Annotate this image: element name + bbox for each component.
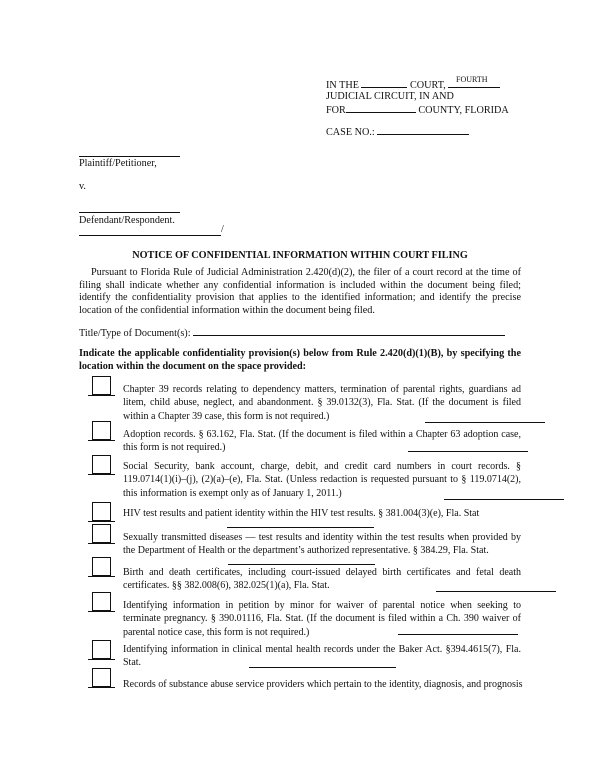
caption-slash: / bbox=[221, 224, 224, 235]
checkbox-chapter39[interactable] bbox=[88, 376, 116, 396]
checkbox-underline bbox=[88, 576, 115, 577]
checkbox-underline bbox=[88, 543, 115, 544]
checkbox-substance-abuse[interactable] bbox=[88, 668, 116, 688]
location-line-adoption[interactable] bbox=[408, 451, 528, 452]
checkbox-box[interactable] bbox=[92, 592, 111, 611]
location-line-birth-death[interactable] bbox=[436, 591, 556, 592]
versus-label: v. bbox=[79, 181, 86, 192]
location-line-std[interactable] bbox=[228, 564, 375, 565]
provision-parental-notice: Identifying information in petition by minor for waiver of parental notice when seeking to terminate pregnancy. § 390.01116, Fla. Stat. (If the document is filed within a Ch. 390 waiver of parental notice case, this form is not required.) bbox=[123, 600, 521, 638]
checkbox-birth-death[interactable] bbox=[88, 557, 116, 577]
plaintiff-line[interactable] bbox=[79, 156, 180, 157]
checkbox-box[interactable] bbox=[92, 668, 111, 687]
checkbox-box[interactable] bbox=[92, 421, 111, 440]
provision-std: Sexually transmitted diseases — test results and identity within the test results when provided by the Department of Health or the department’s authorized representative. § 384.29, Fla. Stat. bbox=[123, 532, 521, 557]
court-line-2: JUDICIAL CIRCUIT, IN AND bbox=[326, 91, 454, 102]
checkbox-underline bbox=[88, 395, 115, 396]
location-line-ssn[interactable] bbox=[444, 499, 564, 500]
defendant-line[interactable] bbox=[79, 212, 180, 213]
checkbox-box[interactable] bbox=[92, 557, 111, 576]
court-label: COURT, bbox=[410, 80, 446, 91]
location-line-baker-act[interactable] bbox=[249, 667, 396, 668]
defendant-label: Defendant/Respondent. bbox=[79, 215, 175, 226]
checkbox-box[interactable] bbox=[92, 376, 111, 395]
provision-ssn: Social Security, bank account, charge, debit, and credit card numbers in court records. § 119.0714(1)(i)–(j), (2)(a)–(e), Fla. Stat. (Unless redaction is requested pursuant to § 119.0714(2), this information is exempt only as of January 1, 2011.) bbox=[123, 461, 521, 499]
location-line-parental-notice[interactable] bbox=[398, 634, 518, 635]
case-no-blank[interactable] bbox=[377, 125, 469, 135]
court-name-blank[interactable] bbox=[361, 78, 407, 88]
checkbox-underline bbox=[88, 474, 115, 475]
checkbox-box[interactable] bbox=[92, 455, 111, 474]
location-line-hiv[interactable] bbox=[227, 527, 374, 528]
in-the-label: IN THE bbox=[326, 80, 359, 91]
page-title: NOTICE OF CONFIDENTIAL INFORMATION WITHIN COURT FILING bbox=[132, 250, 468, 261]
checkbox-box[interactable] bbox=[92, 502, 111, 521]
checkbox-underline bbox=[88, 440, 115, 441]
provision-baker-act: Identifying information in clinical mental health records under the Baker Act. §394.4615(7), Fla. Stat. bbox=[123, 644, 521, 669]
provision-hiv: HIV test results and patient identity within the HIV test results. § 381.004(3)(e), Fla. Stat bbox=[123, 508, 480, 519]
checkbox-adoption[interactable] bbox=[88, 421, 116, 441]
checkbox-baker-act[interactable] bbox=[88, 640, 116, 660]
plaintiff-label: Plaintiff/Petitioner, bbox=[79, 158, 157, 169]
county-blank[interactable] bbox=[346, 103, 416, 113]
caption-line bbox=[79, 235, 221, 236]
for-label: FOR bbox=[326, 105, 346, 116]
fourth-circuit: FOURTH bbox=[456, 75, 488, 84]
checkbox-underline bbox=[88, 611, 115, 612]
provision-substance-abuse: Records of substance abuse service providers which pertain to the identity, diagnosis, and prognosis bbox=[123, 679, 523, 690]
checkbox-ssn[interactable] bbox=[88, 455, 116, 475]
checkbox-hiv[interactable] bbox=[88, 502, 116, 522]
checkbox-underline bbox=[88, 521, 115, 522]
checkbox-std[interactable] bbox=[88, 524, 116, 544]
document-type-label: Title/Type of Document(s): bbox=[79, 328, 191, 339]
case-no-label: CASE NO.: bbox=[326, 127, 375, 138]
case-number bbox=[326, 125, 469, 138]
provision-adoption: Adoption records. § 63.162, Fla. Stat. (If the document is filed within a Chapter 63 adoption case, this form is not required.) bbox=[123, 429, 521, 454]
checkbox-box[interactable] bbox=[92, 524, 111, 543]
court-line-3 bbox=[326, 103, 509, 116]
checkbox-parental-notice[interactable] bbox=[88, 592, 116, 612]
checkbox-underline bbox=[88, 687, 115, 688]
checkbox-underline bbox=[88, 659, 115, 660]
document-type-blank[interactable] bbox=[193, 326, 505, 336]
instruction-text: Indicate the applicable confidentiality provision(s) below from Rule 2.420(d)(1)(B), by specifying the location within the document on the space provided: bbox=[79, 348, 521, 372]
intro-paragraph: Pursuant to Florida Rule of Judicial Administration 2.420(d)(2), the filer of a court record at the time of filing shall indicate whether any confidential information is included within the document being filed; identify the confidentiality provision that applies to the identified information; and identify the precise location of the confidential information within the document being filed. bbox=[79, 267, 521, 316]
provision-birth-death: Birth and death certificates, including court-issued delayed birth certificates and fetal death certificates. §§ 382.008(6), 382.025(1)(a), Fla. Stat. bbox=[123, 567, 521, 592]
document-type bbox=[79, 326, 505, 339]
county-label: COUNTY, FLORIDA bbox=[418, 105, 509, 116]
location-line-chapter39[interactable] bbox=[425, 422, 545, 423]
checkbox-box[interactable] bbox=[92, 640, 111, 659]
provision-chapter39: Chapter 39 records relating to dependency matters, termination of parental rights, guardians ad litem, child abuse, neglect, and abandonment. § 39.0132(3), Fla. Stat. (If the document is filed within a Chapter 39 case, this form is not required.) bbox=[123, 384, 521, 422]
